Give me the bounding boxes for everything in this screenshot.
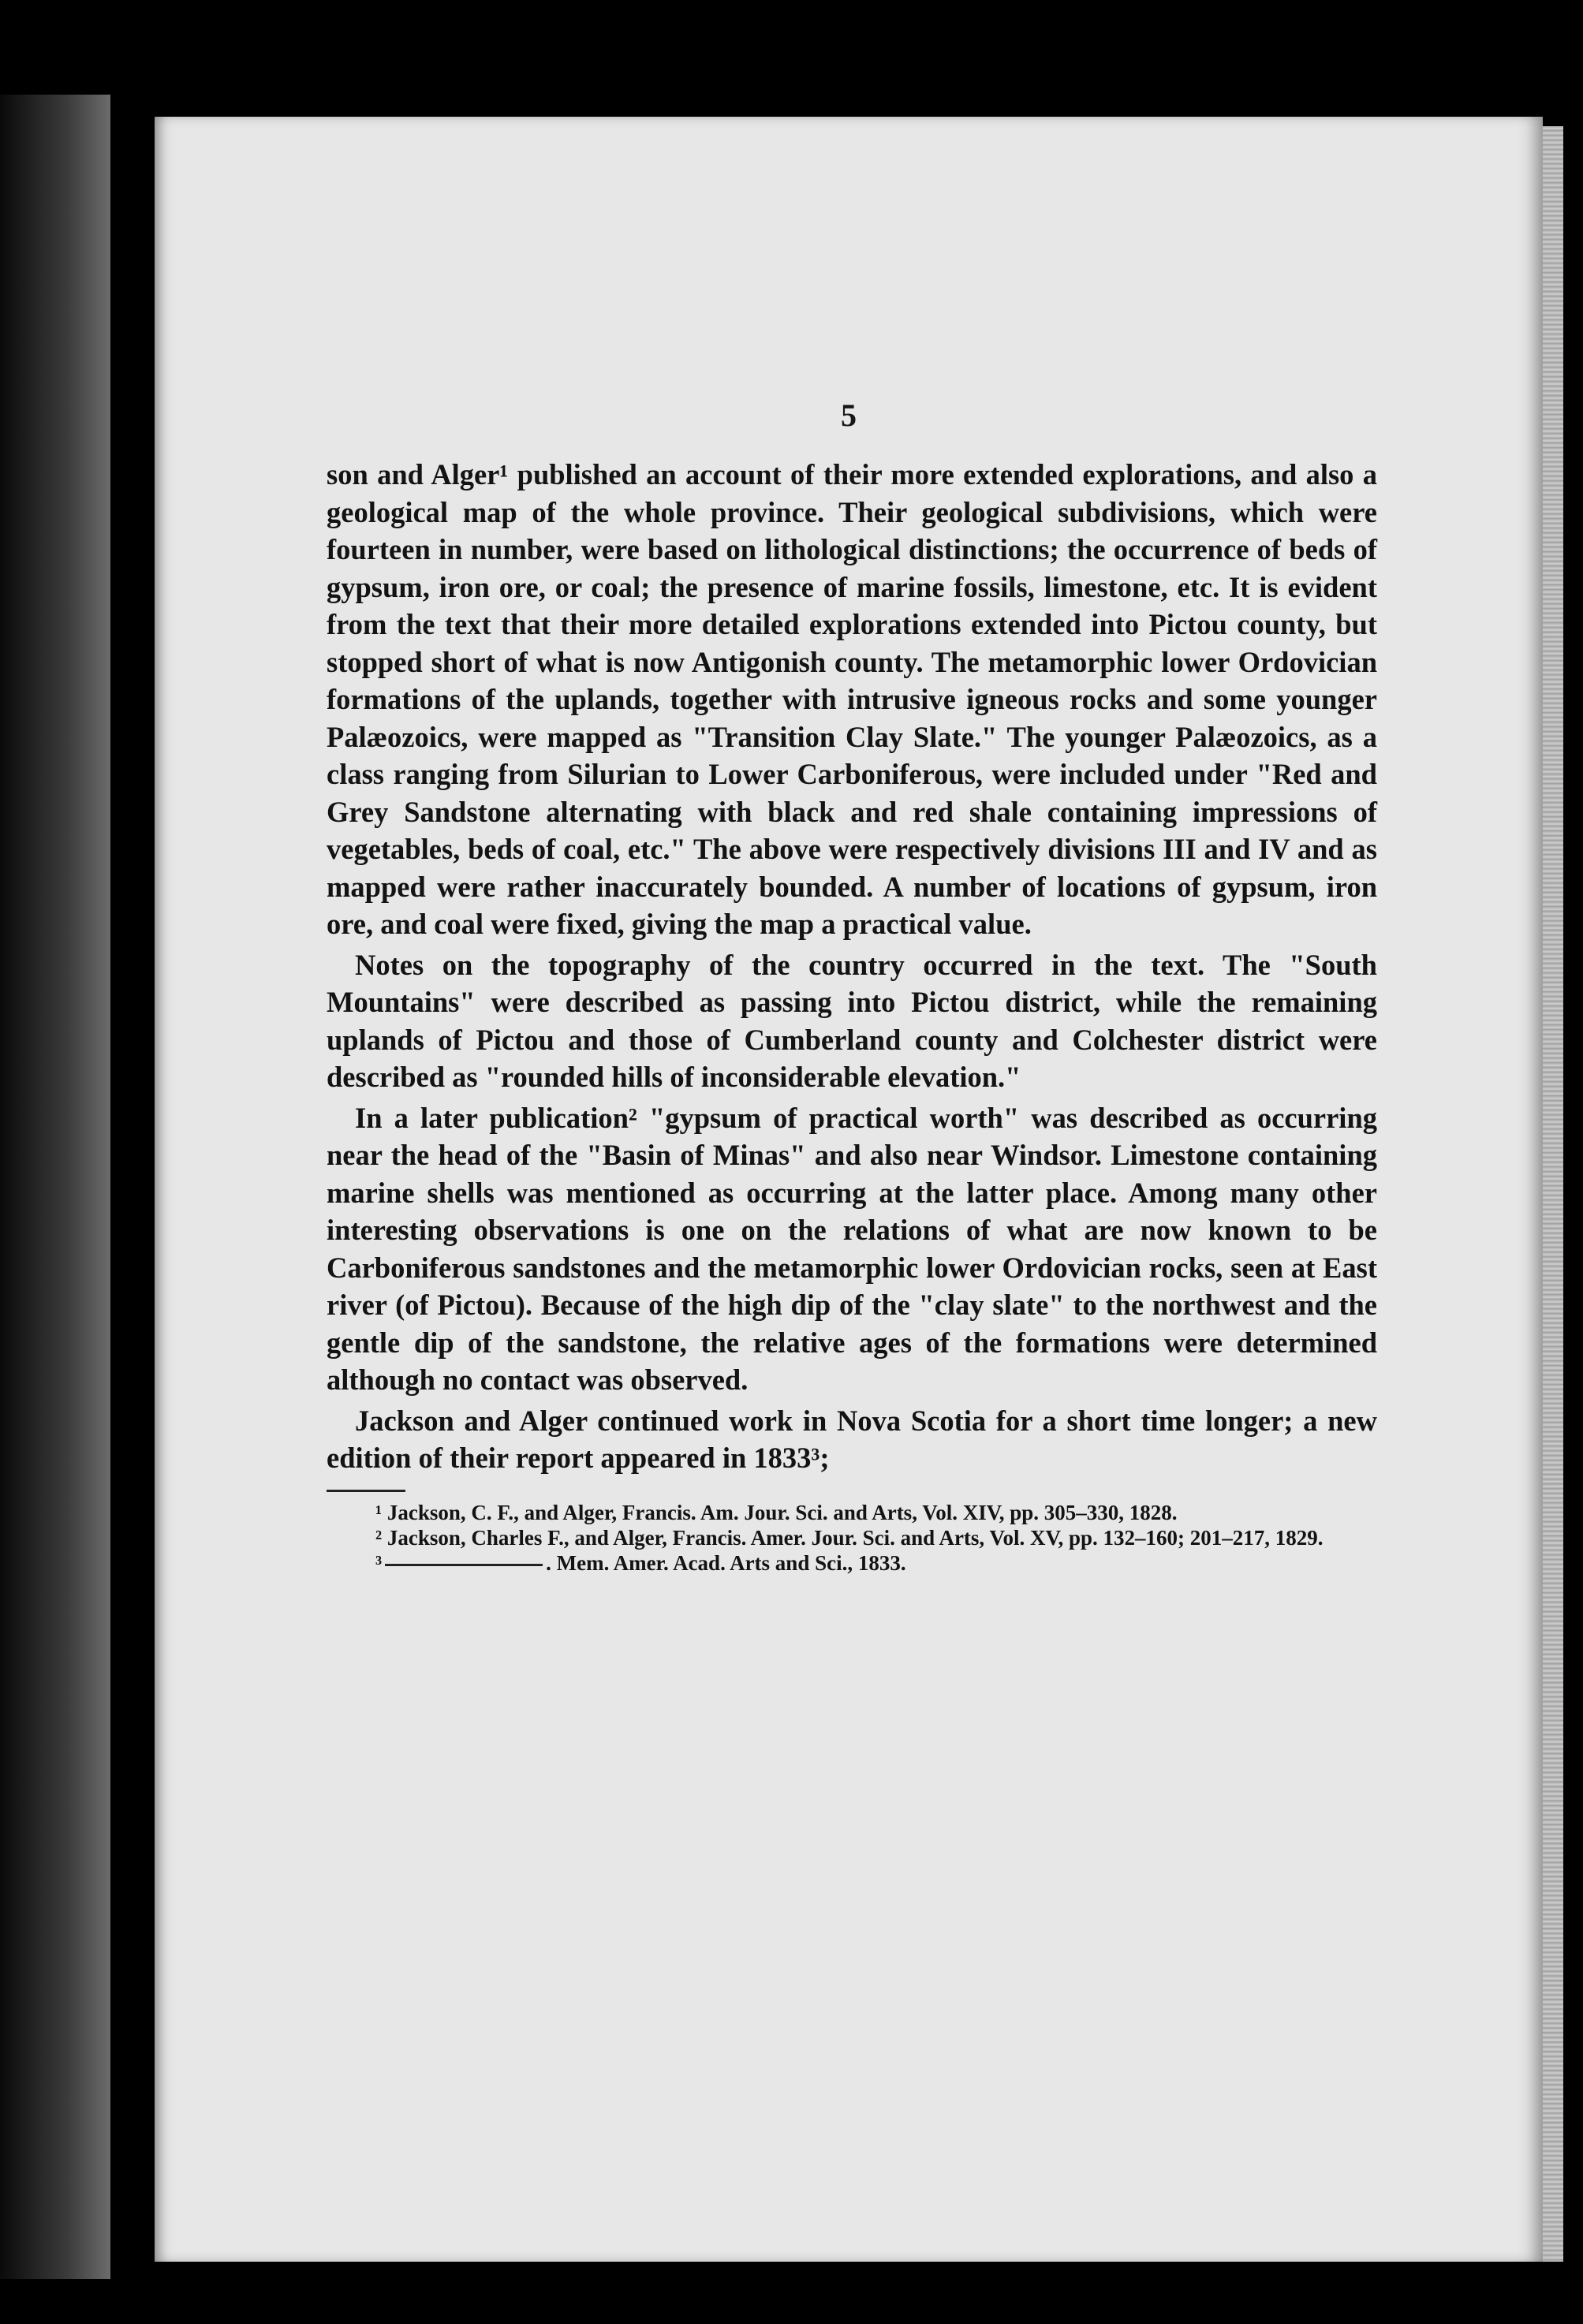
paragraph-3: In a later publication² "gypsum of practical worth" was described as occurring near the head of the "Basin of Minas" and also near Windsor. Limestone containing marine shells was mentioned as occurring at the latter place. Among many other interesting observations is one on the relations of what are now known to be Carboniferous sandstones and the metamorphic lower Ordovician rocks, seen at East river (of Pictou). Because of the high dip of the "clay slate" to the northwest and the gentle dip of the sandstone, the relative ages of the formations were determined although no contact was observed. [327, 1101, 1377, 1396]
body-text [327, 456, 1377, 1576]
footnote-separator [327, 1490, 405, 1492]
ditto-rule [385, 1564, 543, 1566]
paragraph-2: Notes on the topography of the country occurred in the text. The "South Mountains" were described as passing into Pictou district, while the remaining uplands of Pictou and those of Cumberland county and Colchester district were described as "rounded hills of inconsiderable elevation." [327, 948, 1377, 1093]
footnote-2: ² Jackson, Charles F., and Alger, Francis. Amer. Jour. Sci. and Arts, Vol. XV, pp. 132–160; 201–217, 1829. [375, 1525, 1324, 1550]
footnotes [327, 1500, 1377, 1576]
page-stack-edge [1543, 126, 1563, 2262]
footnote-3-text: . Mem. Amer. Acad. Arts and Sci., 1833. [546, 1550, 906, 1575]
facing-page-edge [0, 95, 110, 2279]
paragraph-4: Jackson and Alger continued work in Nova Scotia for a short time longer; a new edition of their report appeared in 1833³; [327, 1404, 1377, 1474]
footnote-3 [327, 1550, 1377, 1576]
paragraph-1: son and Alger¹ published an account of their more extended explorations, and also a geological map of the whole province. Their geological subdivisions, which were fourteen in number, were based on lithological distinctions; the occurrence of beds of gypsum, iron ore, or coal; the presence of marine fossils, limestone, etc. It is evident from the text that their more detailed explorations extended into Pictou county, but stopped short of what is now Antigonish county. The metamorphic lower Ordovician formations of the uplands, together with intrusive igneous rocks and some younger Palæozoics, were mapped as "Transition Clay Slate." The younger Palæozoics, as a class ranging from Silurian to Lower Carboniferous, were included under "Red and Grey Sandstone alternating with black and red shale containing impressions of vegetables, beds of coal, etc." The above were respectively divisions III and IV and as mapped were rather inaccurately bounded. A number of locations of gypsum, iron ore, and coal were fixed, giving the map a practical value. [327, 458, 1377, 940]
page-number: 5 [841, 397, 857, 433]
book-page [155, 117, 1543, 2262]
footnote-3-marker: ³ [375, 1550, 383, 1575]
footnote-1: ¹ Jackson, C. F., and Alger, Francis. Am. Jour. Sci. and Arts, Vol. XIV, pp. 305–330, 1828. [375, 1500, 1178, 1524]
